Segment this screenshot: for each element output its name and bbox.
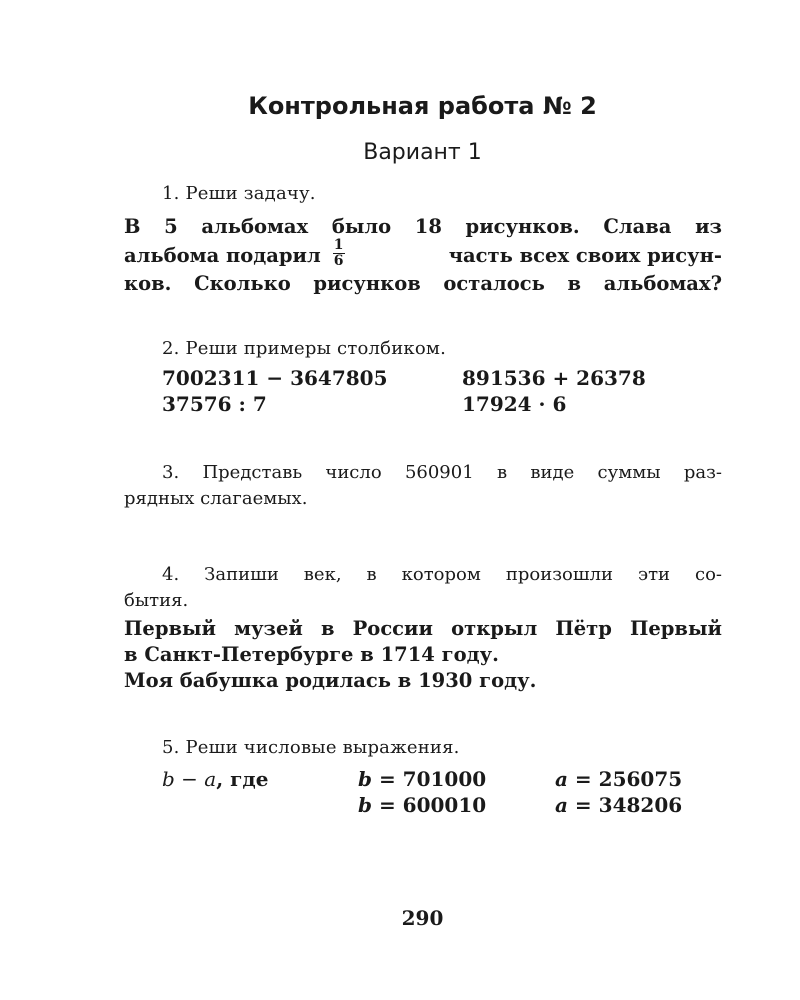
- b-val-2: = 600010: [371, 793, 487, 817]
- b-val-1: = 701000: [371, 767, 487, 791]
- a-val-2: = 348206: [567, 793, 683, 817]
- event-1-line-2: в Санкт-Петербурге в 1714 году.: [124, 643, 499, 666]
- page-title: Контрольная работа № 2: [248, 92, 597, 120]
- task-4-events: [124, 616, 722, 694]
- a-value-1: [555, 767, 682, 791]
- task-4-line-2: бытия.: [124, 590, 189, 611]
- a-value-2: [555, 793, 682, 817]
- task-4-line-1: 4. Запиши век, в котором произошли эти со-: [162, 564, 722, 585]
- b-value-1: [358, 767, 486, 791]
- expression: [162, 767, 268, 791]
- fraction-numerator: 1: [333, 237, 344, 253]
- task-1-line-2-end: часть всех своих рисун-: [448, 243, 722, 267]
- example-3: 37576 : 7: [162, 392, 267, 416]
- task-1-header: 1. Реши задачу.: [162, 183, 316, 204]
- task-1-line-3: ков. Сколько рисунков осталось в альбомах?: [124, 272, 722, 295]
- b-var-1: b: [358, 767, 372, 791]
- task-1-line-2: [124, 237, 722, 271]
- task-4-text: [124, 562, 722, 614]
- example-1: 7002311 − 3647805: [162, 366, 388, 390]
- variant-heading: Вариант 1: [363, 140, 482, 165]
- task-3-line-2: рядных слагаемых.: [124, 488, 308, 509]
- event-1-line-1: Первый музей в России открыл Пётр Первый: [124, 617, 722, 640]
- b-value-2: [358, 793, 486, 817]
- a-val-1: = 256075: [567, 767, 683, 791]
- where-label: , где: [216, 767, 269, 791]
- task-1-text: [124, 214, 722, 297]
- a-var-2: a: [555, 793, 568, 817]
- example-4: 17924 · 6: [462, 392, 567, 416]
- task-1-line-2-start: альбома подарил: [124, 243, 321, 267]
- task-5-header: 5. Реши числовые выражения.: [162, 737, 460, 758]
- variable-b: b: [162, 767, 175, 791]
- task-1-line-1: В 5 альбомах было 18 рисунков. Слава из: [124, 215, 722, 238]
- variable-a: a: [204, 767, 217, 791]
- fraction: [333, 238, 345, 269]
- task-2-header: 2. Реши примеры столбиком.: [162, 338, 447, 359]
- task-3-line-1: 3. Представь число 560901 в виде суммы раз-: [162, 462, 722, 483]
- minus-sign: −: [174, 767, 205, 791]
- task-3-text: [124, 460, 722, 512]
- example-2: 891536 + 26378: [462, 366, 646, 390]
- a-var-1: a: [555, 767, 568, 791]
- page-number: 290: [401, 906, 444, 930]
- event-2: Моя бабушка родилась в 1930 году.: [124, 669, 537, 692]
- b-var-2: b: [358, 793, 372, 817]
- fraction-denominator: 6: [333, 253, 344, 269]
